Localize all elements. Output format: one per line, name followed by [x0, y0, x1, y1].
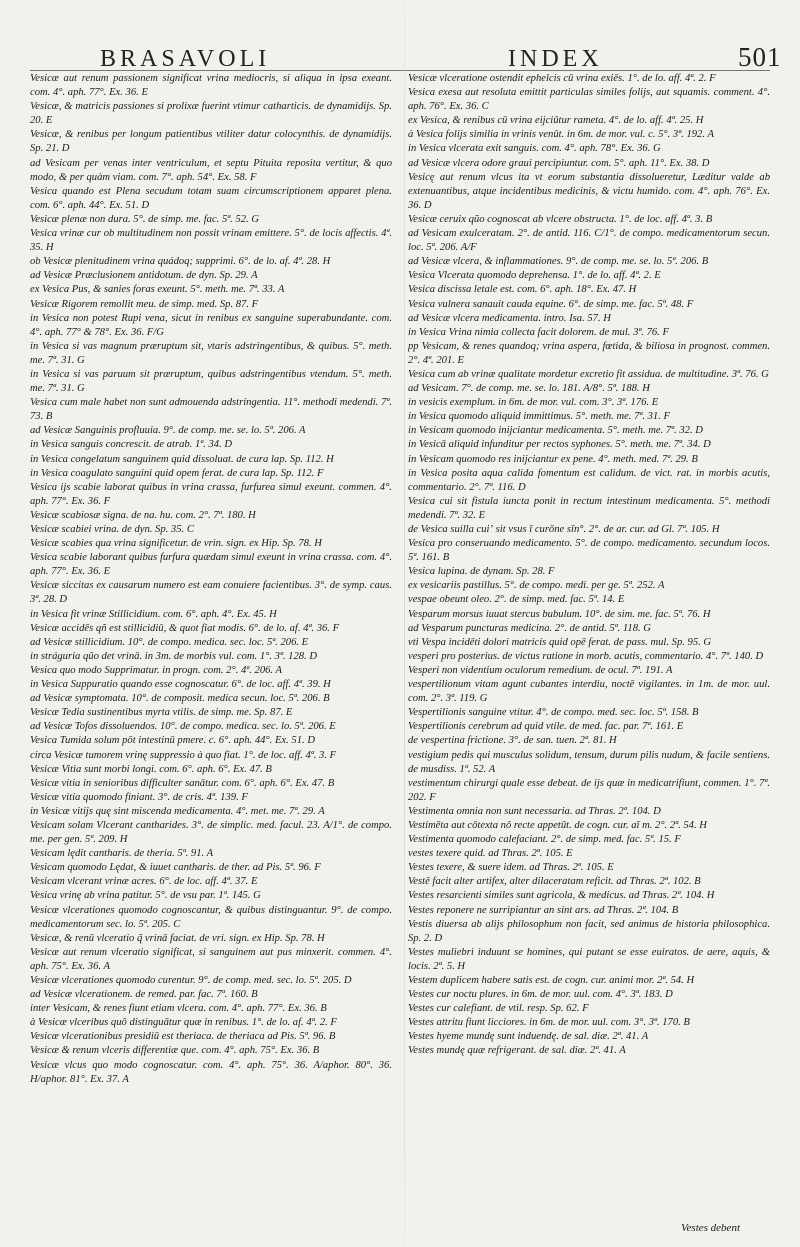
index-entry: Vesicæ ceruix qũo cognoscat ab vlcere obstructa. 1°. de loc. aff. 4ª. 3. B	[408, 213, 713, 225]
index-entry: Vesica lupina. de dynam. Sp. 28. F	[408, 566, 555, 578]
index-entry: ad Vesicæ vlcera medicamenta. intro. Isa. 57. H	[408, 312, 611, 324]
index-entry: in Vesica si vas paruum sit præruptum, quibus adstringentibus vtendum. 5°. meth. me. 7ª. 31. G	[30, 368, 392, 395]
index-entry: in Vesica Vrina nimia collecta facit dolorem. de mul. 3ª. 76. F	[408, 326, 669, 338]
index-entry: Vesicæ, & matricis passiones si prolixæ fuerint vtimur catharticis. de dynamidijs. Sp. 20. E	[30, 101, 392, 127]
index-entry: ad Vesicæ vlcera, & inflammationes. 9°. de comp. me. se. lo. 5ª. 206. B	[408, 256, 709, 268]
index-entry: Vesparum morsus iuuat stercus bubulum. 10°. de sim. me. fac. 5ª. 76. H	[408, 608, 711, 620]
index-entry: Vesicæ siccitas ex causarum numero est eam conuiere facientibus. 3°. de symp. caus. 3ª. 28. D	[30, 580, 392, 606]
index-entry: in Vesica quomodo aliquid immittimus. 5°. meth. me. 7ª. 31. F	[408, 411, 670, 423]
index-entry: in Vesicā aliquid infunditur per rectos syphones. 5°. meth. me. 7ª. 34. D	[408, 439, 711, 451]
index-entry: ad Vesicam per venas inter ventriculum, et septu Pituita reposita vertitur, & quo modo, & per quàm viam. com. 7°. aph. 54°. Ex. 58. F	[30, 157, 392, 183]
index-entry: Vesica cui sit fistula iuncta ponit in rectum intestinum medicamenta. 5°. methodi medendi. 7ª. 32. E	[408, 495, 770, 521]
index-entry: Vesica scabie laborant quibus furfura quædam simul exeunt in vrina crassa. com. 4°. aph. 77°. Ex. 36. E	[30, 552, 392, 578]
index-entry: Vesicæ vitia quomodo finiant. 3°. de cris. 4ª. 139. F	[30, 791, 248, 803]
index-entry: in stráguria qũo det vrinā. in 3m. de morbis vul. com. 1°. 3ª. 128. D	[30, 650, 317, 662]
index-entry: Vesperi non videntium oculorum remedium. de ocul. 7ª. 191. A	[408, 664, 673, 676]
index-entry: Vesicæ, & renū vlceratio q̃ vrinā faciat. de vri. sign. ex Hip. Sp. 78. H	[30, 932, 325, 944]
index-entry: Vesica cum male habet non sunt admouenda adstringentia. 11°. methodi medendi. 7ª. 73. B	[30, 397, 392, 423]
index-entry: Vesica vulnera sanauit cauda equine. 6°. de simp. me. fac. 5ª. 48. F	[408, 298, 694, 310]
index-entry: in Vesica congelatum sanguinem quid dissoluat. de cura lap. Sp. 112. H	[30, 453, 334, 465]
index-entry: vestimentum chirurgi quale esse debeat. de ijs quæ in medicatrifiunt, commen. 1°. 7ª. 202. F	[408, 777, 770, 803]
index-entry: ad Vesicæ stillicidium. 10°. de compo. medica. sec. loc. 5ª. 206. E	[30, 636, 309, 648]
index-entry: de vespertina frictione. 3°. de san. tuen. 2ª. 81. H	[408, 735, 617, 747]
index-entry: in Vesica non potest Rupi vena, sicut in renibus ex sanguine superabundante. com. 4°. aph. 77° & 78°. Ex. 36. F/G	[30, 312, 392, 338]
running-header	[30, 38, 782, 74]
index-entry: Vestes texere, & suere idem. ad Thras. 2ª. 105. E	[408, 862, 614, 874]
index-entry: Vesicam solam Vlcerant cantharides. 3°. de simplic. med. facul. 23. A/1°. de compo. me. per gen. 5ª. 209. H	[30, 819, 392, 846]
index-entry: vestes texere quid. ad Thras. 2ª. 105. E	[408, 848, 573, 860]
index-entry: Vestimenta omnia non sunt necessaria. ad Thras. 2ª. 104. D	[408, 805, 661, 817]
index-entry: Vestes resarcienti similes sunt agricola, & medicus. ad Thras. 2ª. 104. H	[408, 890, 715, 902]
index-entry: Vesicæ accidēs qñ est stillicidiū, & quot fiat modis. 6°. de lo. af. 4ª. 36. F	[30, 622, 340, 634]
index-entry: in Vesicam quomodo inijciantur medicamenta. 5°. meth. me. 7ª. 32. D	[408, 425, 703, 437]
index-entry: Vesicæ & renum vlceris differentiæ que. com. 4°. aph. 75°. Ex. 36. B	[30, 1045, 320, 1057]
header-section: INDEX	[508, 46, 603, 72]
index-entry: ex vesicariis pastillus. 5°. de compo. medi. per ge. 5ª. 252. A	[408, 580, 665, 592]
index-entry: Vesicæ vitia in senioribus difficulter sanātur. com. 6°. aph. 6°. Ex. 47. B	[30, 777, 335, 789]
index-entry: Vesicæ vlcerationibus presidiū est theriaca. de theriaca ad Pis. 5ª. 96. B	[30, 1031, 336, 1043]
index-entry: in Vesicæ vitijs quę sint miscenda medicamenta. 4°. met. me. 7ª. 29. A	[30, 805, 325, 817]
index-entry: de Vesica suilla cuiʼ sit vsus ī curōne sīn°. 2°. de ar. cur. ad Gl. 7ª. 105. H	[408, 524, 720, 535]
index-entry: Vesicæ plenæ non dura. 5°. de simp. me. fac. 5ª. 52. G	[30, 213, 260, 225]
index-entry: Vesicæ scabiei vrina. de dyn. Sp. 35. C	[30, 524, 194, 535]
index-entry: ad Vesparum puncturas medicina. 2°. de antid. 5ª. 118. G	[408, 622, 651, 634]
index-entry: Vesicę aut renum vlcus ita vt eorum substantia dissolueretur, Læditur valde ab extenuantibus, atque incidentibus medicinis, & victu humido. com. 4°. aph. 76°. Ex. 36. D	[408, 171, 770, 211]
index-columns	[30, 72, 774, 1087]
index-entry: vesperi pro posterius. de victus ratione in morb. acutis, commentario. 4°. 7ª. 140. D	[408, 650, 764, 662]
index-entry: in Vesica posita aqua calida fomentum est calidum. de vict. rat. in morbis acutis, commentario. 2°. 7ª. 116. D	[408, 467, 770, 493]
index-entry: Vestes attritu fiunt licciores. in 6m. de mor. uul. com. 3°. 3ª. 170. B	[408, 1017, 690, 1029]
index-entry: vestigium pedis qui musculus solidum, tensum, durum pilis nudum, & facile sentiens. de musdiss. 1ª. 52. A	[408, 749, 770, 775]
index-entry: Vestes cur calefiant. de vtil. resp. Sp. 62. F	[408, 1003, 589, 1015]
index-entry: in Vesica coagulato sanguini quid opem ferat. de cura lap. Sp. 112. F	[30, 467, 324, 479]
index-entry: Vesicæ vlcerationes quomodo curentur. 9°. de comp. med. sec. lo. 5ª. 205. D	[30, 975, 352, 986]
index-entry: Vesicam vlcerant vrinæ acres. 6°. de loc. aff. 4ª. 37. E	[30, 876, 258, 888]
index-entry: in Vesica fit vrinæ Stillicidium. com. 6°. aph. 4°. Ex. 45. H	[30, 608, 277, 620]
index-entry: Vestimēta aut cōtexta nō recte appetūt. de cogn. cur. aī m. 2°. 2ª. 54. H	[408, 819, 707, 831]
index-entry: Vesicæ vlcerationes quomodo cognoscantur, & quibus distinguantur. 9°. de compo. medicamentorum sec. lo. 5ª. 205. C	[30, 904, 392, 930]
index-entry: in Vesicam quomodo res inijciantur ex pene. 4°. meth. med. 7ª. 29. B	[408, 453, 698, 465]
index-entry: Vesicam quomodo Lędat, & iuuet cantharis. de ther. ad Pis. 5ª. 96. F	[30, 862, 321, 874]
index-entry: inter Vesicam, & renes fiunt etiam vlcera. com. 4°. aph. 77°. Ex. 36. B	[30, 1003, 327, 1015]
index-entry: ad Vesicæ symptomata. 10°. de composit. medica secun. loc. 5ª. 206. B	[30, 693, 330, 705]
index-entry: Vestes hyeme mundę sunt induendę. de sal. diæ. 2ª. 41. A	[408, 1031, 649, 1043]
index-entry: Vesica cum ab vrinæ qualitate mordetur excretio fit assidua. de multitudine. 3ª. 76. G	[408, 368, 769, 380]
index-entry: Vesica pro conseruando medicamento. 5°. de compo. medicamento. secundum locos. 5ª. 161. B	[408, 538, 770, 564]
index-entry: Vesica quando est Plena secudum totam suam circumscriptionem apparet plena. com. 6°. aph. 44°. Ex. 51. D	[30, 185, 392, 211]
index-entry: pp Vesicam, & renes quandoq; vrina aspera, fœtida, & biliosa in prognost. commen. 2°. 4ª. 201. E	[408, 340, 770, 366]
left-column	[30, 72, 392, 1087]
header-author: BRASAVOLI	[100, 46, 271, 72]
index-entry: Vesica Vlcerata quomodo deprehensa. 1°. de lo. aff. 4ª. 2. E	[408, 270, 661, 282]
index-entry: in Vesica sanguis concrescit. de atrab. 1ª. 34. D	[30, 439, 233, 451]
index-entry: vti Vespa incidēti dolori matricis quid opē ferat. de pass. mul. Sp. 95. G	[408, 636, 712, 648]
index-entry: ex Vesica, & renibus cū vrina eijciūtur rameta. 4°. de lo. aff. 4ª. 25. H	[408, 115, 704, 127]
index-entry: Vesica vrinę ab vrina patitur. 5°. de vsu par. 1ª. 145. G	[30, 890, 261, 902]
header-rule	[30, 70, 770, 71]
index-entry: Vesicæ aut renum passionem significat vrina mediocris, si aliqua in ipsa exeant. com. 4°. aph. 77°. Ex. 36. E	[30, 73, 392, 99]
index-entry: Vesica ijs scabie laborat quibus in vrina crassa, furfurea simul exeunt. commen. 4°. aph. 77°. Ex. 36. F	[30, 481, 392, 507]
index-entry: vespae obeunt oleo. 2°. de simp. med. fac. 5ª. 14. E	[408, 594, 625, 606]
index-entry: Vesica Tumida solum pōt intestinū pmere. c. 6°. aph. 44°. Ex. 51. D	[30, 735, 315, 747]
index-entry: Vesica quo modo Supprimatur. in progn. com. 2°. 4ª. 206. A	[30, 664, 282, 676]
page-number: 501	[738, 42, 782, 72]
index-entry: Vestes mundę quæ refrigerant. de sal. diæ. 2ª. 41. A	[408, 1045, 626, 1057]
index-entry: in Vesica si vas magnum præruptum sit, vtaris adstringentibus, & quibus. 5°. meth. me. 7ª. 31. G	[30, 340, 392, 366]
index-entry: Vesicæ scabies qua vrina significetur. de vrin. sign. ex Hip. Sp. 78. H	[30, 538, 322, 550]
index-entry: Vesicam lędit cantharis. de theria. 5ª. 91. A	[30, 848, 214, 860]
index-entry: Vestes cur noctu plures. in 6m. de mor. uul. com. 4°. 3ª. 183. D	[408, 989, 673, 1001]
index-entry: Vesica discissa letale est. com. 6°. aph. 18°. Ex. 47. H	[408, 284, 637, 296]
index-entry: ad Vesicæ vlcerationem. de remed. par. fac. 7ª. 160. B	[30, 989, 258, 1001]
index-entry: ad Vesicæ vlcera odore graui percipiuntur. com. 5°. aph. 11°. Ex. 38. D	[408, 157, 710, 169]
index-entry: Vesica exesa aut resoluta emittit particulas similes folijs, aut squamis. comment. 4°. aph. 76°. Ex. 36. C	[408, 87, 770, 113]
index-entry: in Vesica Suppuratio quando esse cognoscatur. 6°. de loc. aff. 4ª. 39. H	[30, 679, 331, 691]
index-entry: Vestimenta quomodo calefaciant. 2°. de simp. med. fac. 5ª. 15. F	[408, 834, 681, 846]
index-entry: ad Vesicam. 7°. de comp. me. se. lo. 181. A/8°. 5ª. 188. H	[408, 383, 650, 395]
index-entry: Vestes reponere ne surripiantur an sint ars. ad Thras. 2ª. 104. B	[408, 904, 679, 916]
index-entry: Vespertilionis cerebrum ad quid vtile. de med. fac. par. 7ª. 161. E	[408, 721, 684, 733]
right-column	[408, 72, 770, 1087]
index-entry: Vesicæ aut renum vlceratio significat, si sanguinem aut pus minxerit. commen. 4°. aph. 75°. Ex. 36. A	[30, 946, 392, 972]
index-entry: in Vesica vlcerata exit sanguis. com. 4°. aph. 78°. Ex. 36. G	[408, 143, 661, 155]
index-entry: Vesicæ Vitia sunt morbi longi. com. 6°. aph. 6°. Ex. 47. B	[30, 763, 272, 775]
index-entry: Vesica vrinæ cur ob multitudinem non possit vrinam emittere. 5°. de locis affectis. 4ª. 35. H	[30, 228, 392, 254]
index-entry: Vesicæ vlcus quo modo cognoscatur. com. 4°. aph. 75°. 36. A/aphor. 80°. 36. H/aphor. 81°. Ex. 37. A	[30, 1059, 392, 1085]
index-entry: ex Vesica Pus, & sanies foras exeunt. 5°. meth. me. 7ª. 33. A	[30, 284, 285, 296]
catchword: Vestes debent	[681, 1222, 740, 1234]
index-entry: ob Vesicæ plenitudinem vrina quádoq; supprimi. 6°. de lo. af. 4ª. 28. H	[30, 256, 331, 268]
index-entry: Vestis diuersa ab alijs philosophum non facit, sed animus de historia philosophica. Sp. 2. D	[408, 918, 770, 944]
index-entry: circa Vesicæ tumorem vrinę suppressio à quo fiat. 1°. de loc. aff. 4ª. 3. F	[30, 749, 337, 761]
index-entry: ad Vesicæ Præclusionem antidotum. de dyn. Sp. 29. A	[30, 270, 258, 282]
index-entry: Vesicæ, & renibus per longum patientibus vtiliter datur colocynthis. de dynamidijs. Sp. 21. D	[30, 129, 392, 155]
index-entry: in vesicis exemplum. in 6m. de mor. vul. com. 3°. 3ª. 176. E	[408, 397, 659, 409]
index-entry: Vestē facit alter artifex, alter dilaceratam reficit. ad Thras. 2ª. 102. B	[408, 876, 701, 888]
index-entry: Vespertilionis sanguine vtitur. 4°. de compo. med. sec. loc. 5ª. 158. B	[408, 707, 699, 719]
index-entry: ad Vesicæ Sanguinis profluuia. 9°. de comp. me. se. lo. 5ª. 206. A	[30, 425, 306, 437]
index-entry: à Vesicæ vlceribus quō distinguātur quæ in renibus. 1°. de lo. af. 4ª. 2. F	[30, 1017, 337, 1029]
index-entry: Vesicæ scabiosæ signa. de na. hu. com. 2°. 7ª. 180. H	[30, 509, 256, 521]
index-entry: Vesicæ vlceratione ostendit ephelcis cū vrina exiēs. 1°. de lo. aff. 4ª. 2. F	[408, 73, 716, 84]
index-entry: ad Vesicam exulceratam. 2°. de antid. 116. C/1°. de compo. medicamentorum secun. loc. 5ª. 206. A/F	[408, 228, 770, 254]
index-entry: ad Vesicæ Tofos dissoluendos. 10°. de compo. medica. sec. lo. 5ª. 206. E	[30, 721, 336, 733]
index-entry: Vestes muliebri induunt se homines, qui putant se esse euiratos. de aere, aquis, & locis. 2ª. 5. H	[408, 946, 770, 972]
index-entry: Vesicæ Tedia sustinentibus myrta vtilis. de simp. me. Sp. 87. E	[30, 707, 293, 719]
index-entry: à Vesica folijs similia in vrinis venūt. in 6m. de mor. vul. c. 5°. 3ª. 192. A	[408, 129, 714, 141]
index-entry: Vesicæ Rigorem remollit meu. de simp. med. Sp. 87. F	[30, 298, 259, 310]
index-entry: Vestem duplicem habere satis est. de cogn. cur. animi mor. 2ª. 54. H	[408, 975, 695, 986]
index-entry: vespertilionum vitam agunt cubantes interdiu, noctē vigilantes. in 1m. de mor. uul. com. 2°. 3ª. 119. G	[408, 679, 770, 705]
